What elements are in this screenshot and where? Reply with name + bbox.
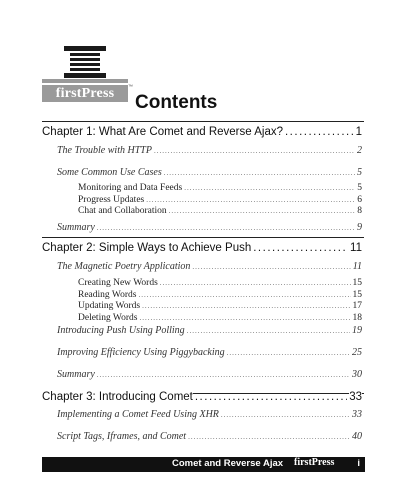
toc-entry-title: Monitoring and Data Feeds <box>78 183 183 193</box>
toc-leader-dots <box>187 325 350 336</box>
toc-page-number: 17 <box>352 301 362 311</box>
toc-page-number: 40 <box>352 431 362 442</box>
toc-section[interactable] <box>42 369 362 380</box>
toc-section[interactable] <box>42 261 362 272</box>
toc-leader-dots <box>139 313 350 323</box>
toc-page-number: 15 <box>352 278 362 288</box>
toc-page-number: 5 <box>357 183 362 193</box>
toc-leader-dots <box>142 301 350 311</box>
toc-entry-title: Creating New Words <box>78 278 158 288</box>
toc-page-number: 19 <box>352 325 362 336</box>
toc-leader-dots <box>154 145 355 156</box>
toc-section[interactable] <box>42 145 362 156</box>
toc-leader-dots <box>253 242 348 254</box>
toc-page-number: 33 <box>349 391 362 403</box>
toc-leader-dots <box>285 126 354 138</box>
toc-page-number: 5 <box>357 167 362 178</box>
toc-entry-title: Chapter 3: Introducing Comet <box>42 391 193 403</box>
toc-page-number: 2 <box>357 145 362 156</box>
toc-entry-title: Some Common Use Cases <box>57 167 162 178</box>
table-of-contents <box>42 0 362 500</box>
toc-leader-dots <box>164 167 355 178</box>
toc-entry-title: Summary <box>57 369 95 380</box>
toc-page-number: 8 <box>357 206 362 216</box>
toc-page-number: 18 <box>352 313 362 323</box>
toc-subsection[interactable] <box>42 290 362 300</box>
toc-subsection[interactable] <box>42 278 362 288</box>
toc-entry-title: Chapter 2: Simple Ways to Achieve Push <box>42 242 252 254</box>
page-title: Contents <box>135 92 218 113</box>
toc-leader-dots <box>169 206 356 216</box>
toc-page-number: 30 <box>352 369 362 380</box>
toc-chapter-2[interactable] <box>42 242 362 254</box>
page-footer <box>42 457 365 472</box>
toc-leader-dots <box>192 261 350 272</box>
toc-entry-title: Script Tags, Iframes, and Comet <box>57 431 187 442</box>
toc-page-number: 6 <box>357 195 362 205</box>
toc-section[interactable] <box>42 347 362 358</box>
toc-chapter-3[interactable] <box>42 391 362 403</box>
toc-entry-title: Updating Words <box>78 301 141 311</box>
toc-page-number: 11 <box>350 242 362 254</box>
toc-subsection[interactable] <box>42 313 362 323</box>
toc-section[interactable] <box>42 167 362 178</box>
toc-page-number: 11 <box>352 261 362 272</box>
toc-page-number: 15 <box>352 290 362 300</box>
toc-leader-dots <box>221 409 350 420</box>
toc-subsection[interactable] <box>42 195 362 205</box>
toc-section[interactable] <box>42 431 362 442</box>
toc-page-number: 1 <box>355 126 362 138</box>
toc-leader-dots <box>97 222 355 233</box>
toc-subsection[interactable] <box>42 301 362 311</box>
toc-leader-dots <box>146 195 355 205</box>
toc-subsection[interactable] <box>42 206 362 216</box>
toc-entry-title: Progress Updates <box>78 195 145 205</box>
toc-section[interactable] <box>42 222 362 233</box>
toc-page-number: 9 <box>357 222 362 233</box>
toc-leader-dots <box>160 278 351 288</box>
toc-entry-title: The Trouble with HTTP <box>57 145 152 156</box>
toc-entry-title: Deleting Words <box>78 313 138 323</box>
toc-section[interactable] <box>42 325 362 336</box>
toc-entry-title: Chapter 1: What Are Comet and Reverse Ajax? <box>42 126 283 138</box>
toc-entry-title: Summary <box>57 222 95 233</box>
toc-leader-dots <box>184 183 355 193</box>
footer-brand: firstPress <box>294 457 335 468</box>
toc-page-number: 25 <box>352 347 362 358</box>
toc-leader-dots <box>97 369 350 380</box>
toc-chapter-1[interactable] <box>42 126 362 138</box>
toc-entry-title: Implementing a Comet Feed Using XHR <box>57 409 219 420</box>
toc-leader-dots <box>188 431 350 442</box>
toc-leader-dots <box>195 391 347 403</box>
footer-book-title: Comet and Reverse Ajax <box>172 458 284 469</box>
toc-entry-title: Chat and Collaboration <box>78 206 167 216</box>
footer-page-number: i <box>357 458 360 469</box>
toc-entry-title: The Magnetic Poetry Application <box>57 261 191 272</box>
toc-leader-dots <box>227 347 350 358</box>
logo-text: firstPress <box>42 85 128 102</box>
toc-section[interactable] <box>42 409 362 420</box>
toc-leader-dots <box>138 290 350 300</box>
toc-subsection[interactable] <box>42 183 362 193</box>
logo-trademark: ™ <box>128 84 133 90</box>
toc-page-number: 33 <box>352 409 362 420</box>
toc-entry-title: Improving Efficiency Using Piggybacking <box>57 347 225 358</box>
toc-entry-title: Reading Words <box>78 290 137 300</box>
toc-entry-title: Introducing Push Using Polling <box>57 325 185 336</box>
